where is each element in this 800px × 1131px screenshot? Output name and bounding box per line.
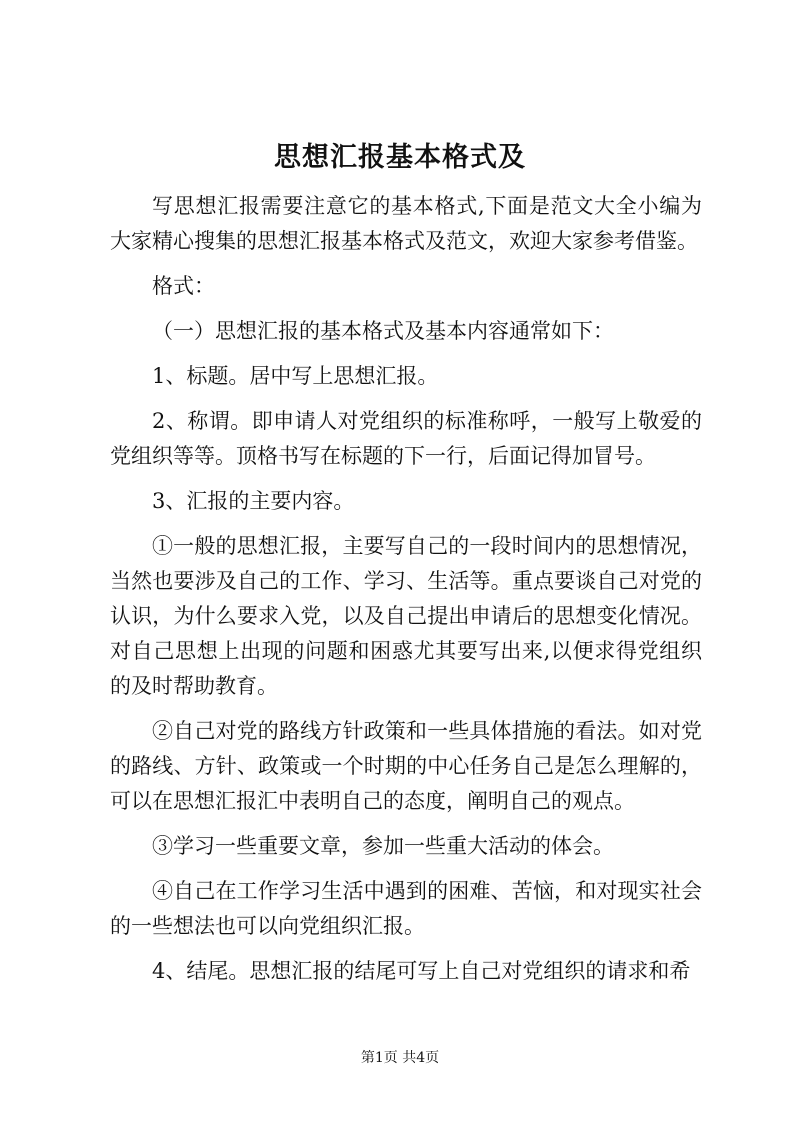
page-footer: 第1页 共4页 (360, 1050, 440, 1066)
paragraph-item-title: 1、标题。居中写上思想汇报。 (152, 364, 439, 388)
paragraph-item-ending: 4、结尾。思想汇报的结尾可写上自己对党组织的请求和希 (152, 959, 691, 983)
paragraph-format-heading: 格式： (152, 274, 215, 298)
paragraph-point-three: ③学习一些重要文章，参加一些重大活动的体会。 (152, 834, 614, 858)
paragraph-intro: 写思想汇报需要注意它的基本格式,下面是范文大全小编为大家精心搜集的思想汇报基本格式及范文，欢迎大家参考借鉴。 (110, 194, 702, 253)
paragraph-item-salutation: 2、称谓。即申请人对党组织的标准称呼，一般写上敬爱的党组织等等。顶格书写在标题的下一行，后面记得加冒号。 (110, 409, 702, 468)
paragraph-section-one: （一）思想汇报的基本格式及基本内容通常如下： (152, 319, 614, 343)
page-title: 思想汇报基本格式及 (274, 142, 526, 173)
document-body (110, 189, 702, 989)
paragraph-point-two: ②自己对党的路线方针政策和一些具体措施的看法。如对党的路线、方针、政策或一个时期的中心任务自己是怎么理解的，可以在思想汇报汇中表明自己的态度，阐明自己的观点。 (110, 719, 702, 813)
paragraph-point-four: ④自己在工作学习生活中遇到的困难、苦恼，和对现实社会的一些想法也可以向党组织汇报。 (110, 879, 702, 938)
paragraph-item-main-content: 3、汇报的主要内容。 (152, 489, 355, 513)
paragraph-point-one: ①一般的思想汇报，主要写自己的一段时间内的思想情况，当然也要涉及自己的工作、学习、生活等。重点要谈自己对党的认识，为什么要求入党，以及自己提出申请后的思想变化情况。对自己思想上出现的问题和困惑尤其要写出来,以便求得党组织的及时帮助教育。 (110, 534, 702, 698)
